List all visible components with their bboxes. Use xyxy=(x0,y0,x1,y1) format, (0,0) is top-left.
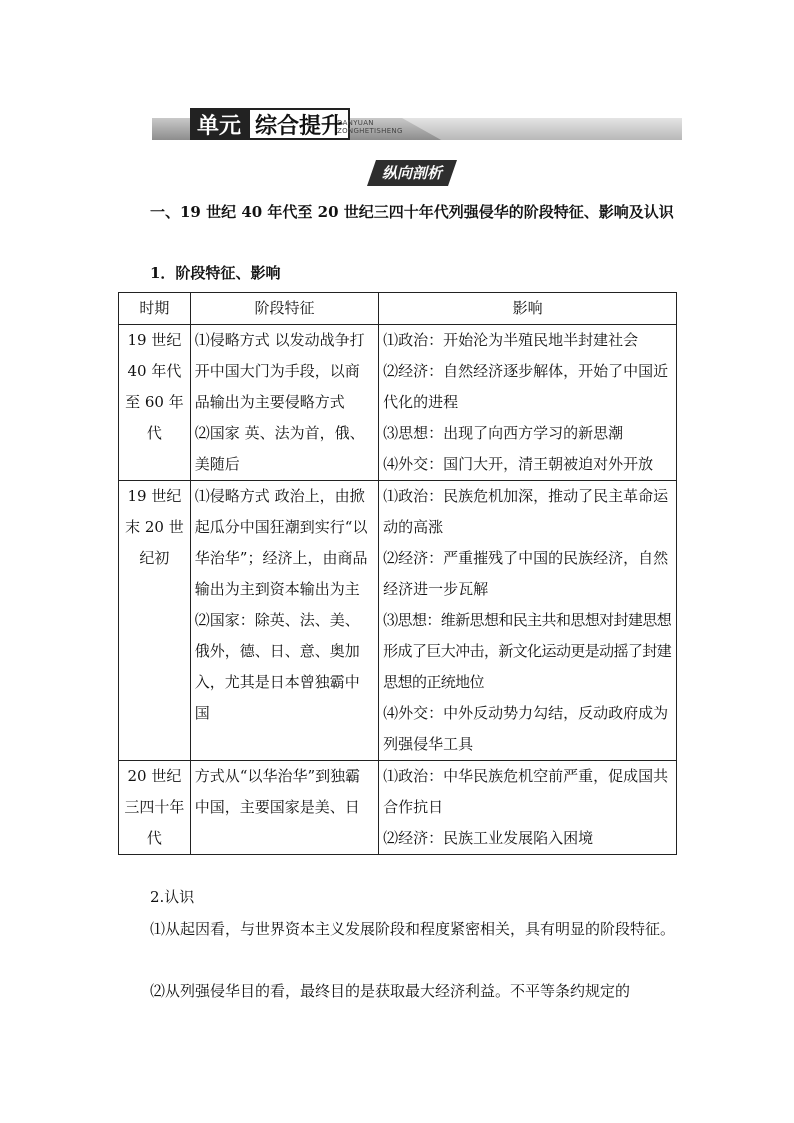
impact-item: ⑴政治：中华民族危机空前严重，促成国共合作抗日 xyxy=(383,767,669,816)
table-row xyxy=(119,481,677,761)
header-period: 时期 xyxy=(119,293,191,325)
section-tag xyxy=(367,160,457,186)
section-2-para-2: ⑵从列强侵华目的看，最终目的是获取最大经济利益。不平等条约规定的 xyxy=(150,982,631,1000)
banner-pinyin xyxy=(337,119,403,135)
feature-item: ⑴侵略方式 政治上，由掀起瓜分中国狂潮到实行“以华治华”；经济上，由商品输出为主到资本输出为主 xyxy=(194,487,368,598)
features-cell xyxy=(190,761,378,855)
impacts-cell xyxy=(379,481,677,761)
table-row xyxy=(119,761,677,855)
period-cell: 20 世纪三四十年代 xyxy=(119,761,191,855)
impact-item: ⑴政治：民族危机加深，推动了民主革命运动的高涨 xyxy=(383,487,669,536)
section-2-para-1: ⑴从起因看，与世界资本主义发展阶段和程度紧密相关，具有明显的阶段特征。 xyxy=(150,920,676,938)
banner-pinyin-line2: ZONGHETISHENG xyxy=(337,127,403,135)
banner-pinyin-line1: DANYUAN xyxy=(337,119,374,127)
impact-item: ⑵经济：严重摧残了中国的民族经济，自然经济进一步瓦解 xyxy=(383,549,669,598)
heading-1: 一、19 世纪 40 年代至 20 世纪三四十年代列强侵华的阶段特征、影响及认识 xyxy=(150,203,674,221)
unit-banner xyxy=(152,113,682,142)
table-header-row xyxy=(119,293,677,325)
section-tag-label: 纵向剖析 xyxy=(381,164,442,182)
banner-highlight xyxy=(402,118,682,140)
feature-item: ⑵国家：除英、法、美、俄外，德、日、意、奥加入，尤其是日本曾独霸中国 xyxy=(194,611,360,722)
impact-item: ⑵经济：民族工业发展陷入困境 xyxy=(383,829,594,847)
heading-2: 1．阶段特征、影响 xyxy=(150,264,281,282)
banner-title-dark: 单元 xyxy=(190,108,248,140)
impact-item: ⑷外交：中外反动势力勾结，反动政府成为列强侵华工具 xyxy=(383,704,669,753)
section-2-title: 2.认识 xyxy=(150,888,195,906)
header-impacts: 影响 xyxy=(379,293,677,325)
impact-item: ⑴政治：开始沦为半殖民地半封建社会 xyxy=(383,331,639,349)
impact-item: ⑶思想：维新思想和民主共和思想对封建思想形成了巨大冲击，新文化运动更是动摇了封建思想的正统地位 xyxy=(383,611,672,691)
impact-item: ⑷外交：国门大开，清王朝被迫对外开放 xyxy=(383,455,654,473)
feature-item: 方式从“以华治华”到独霸中国，主要国家是美、日 xyxy=(194,767,361,816)
impacts-cell xyxy=(379,761,677,855)
period-cell: 19 世纪 40 年代至 60 年代 xyxy=(119,325,191,481)
features-cell xyxy=(190,481,378,761)
impact-item: ⑶思想：出现了向西方学习的新思潮 xyxy=(383,424,624,442)
stage-table xyxy=(118,292,677,855)
period-cell: 19 世纪末 20 世纪初 xyxy=(119,481,191,761)
banner-title-light: 综合提升 xyxy=(248,108,350,140)
banner-title xyxy=(190,108,350,140)
table-row xyxy=(119,325,677,481)
features-cell xyxy=(190,325,378,481)
impacts-cell xyxy=(379,325,677,481)
impact-item: ⑵经济：自然经济逐步解体，开始了中国近代化的进程 xyxy=(383,362,669,411)
feature-item: ⑵国家 英、法为首，俄、美随后 xyxy=(194,424,365,473)
feature-item: ⑴侵略方式 以发动战争打开中国大门为手段，以商品输出为主要侵略方式 xyxy=(194,331,365,411)
header-features: 阶段特征 xyxy=(190,293,378,325)
